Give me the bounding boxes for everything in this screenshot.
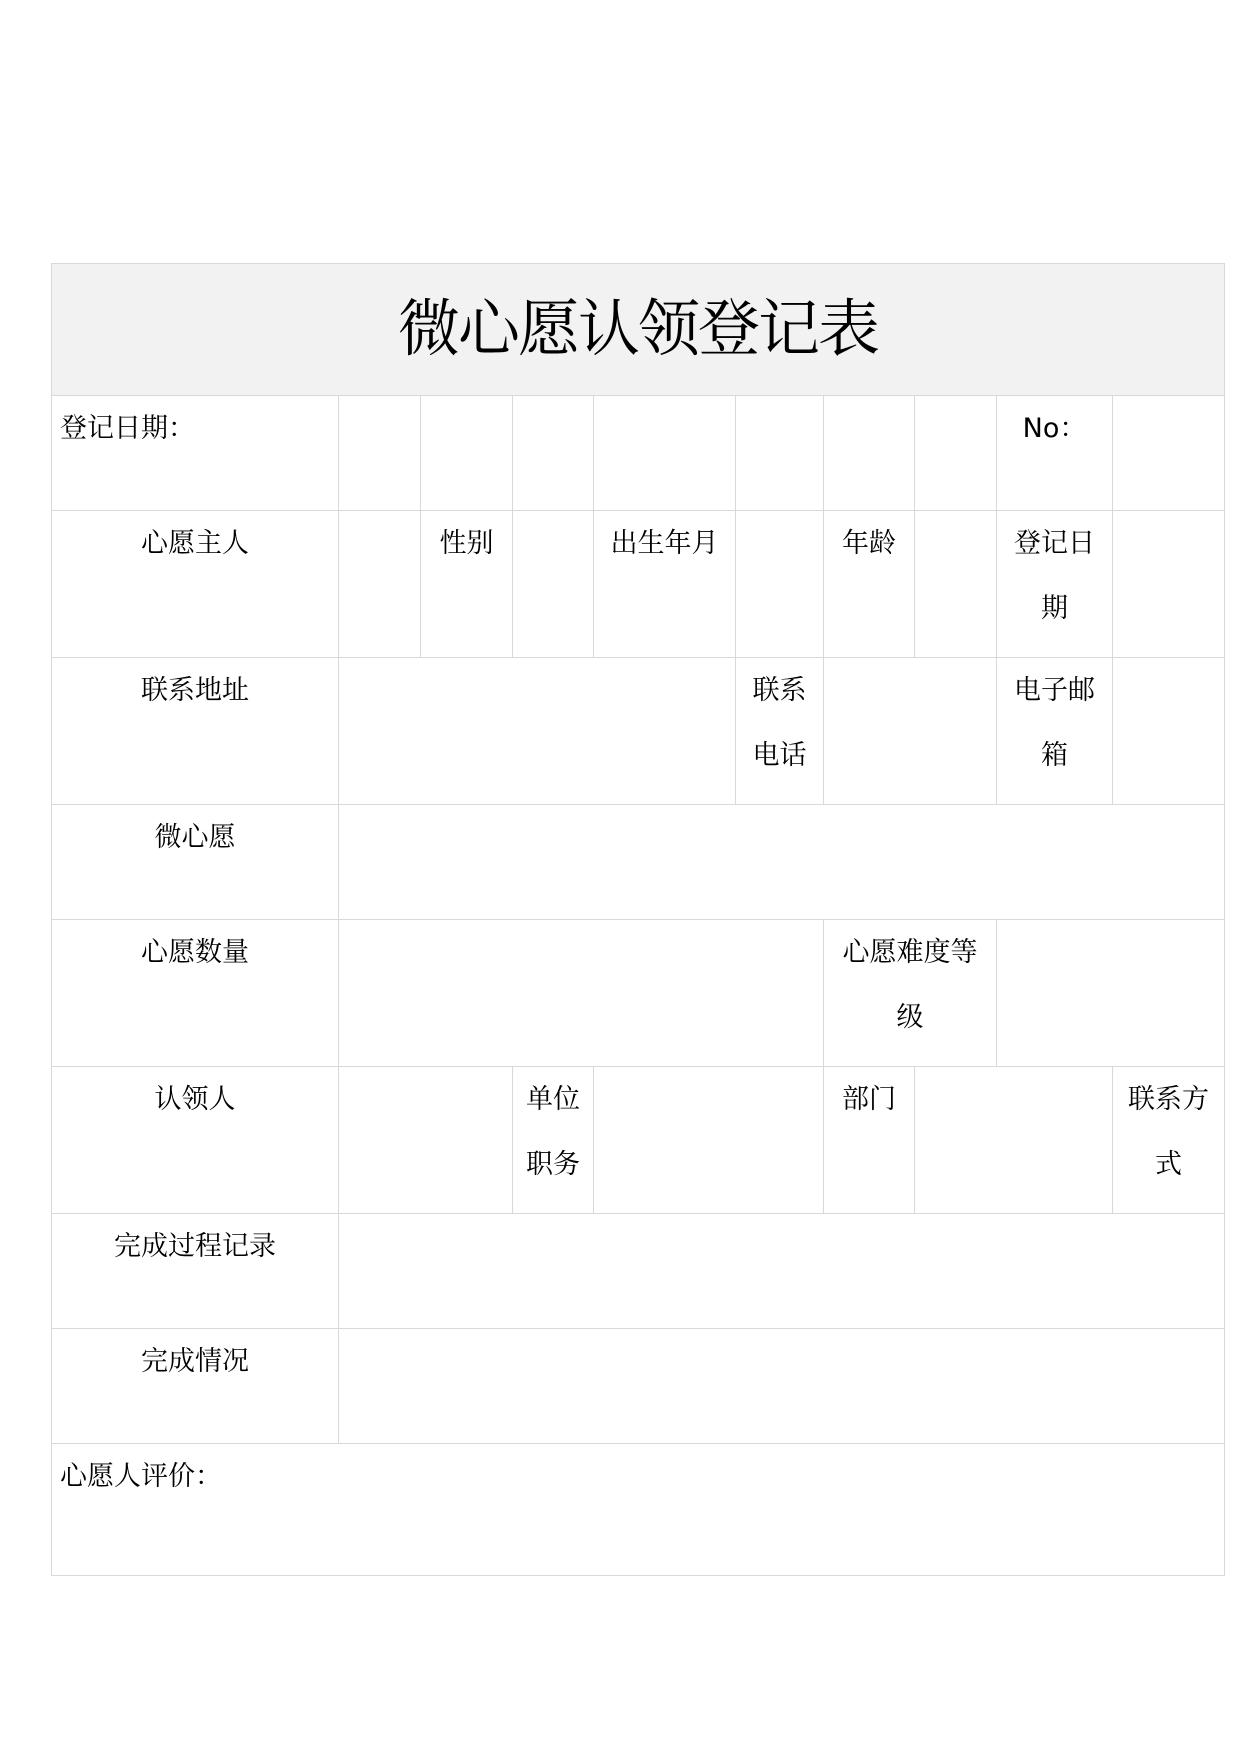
completion-status-field[interactable] [339,1329,1225,1444]
gender-field[interactable] [513,511,594,658]
address-label: 联系地址 [52,658,339,805]
registration-date-field-1[interactable] [339,396,421,511]
department-field[interactable] [915,1067,1113,1214]
wish-quantity-field[interactable] [339,920,824,1067]
unit-position-field[interactable] [594,1067,824,1214]
wish-owner-field[interactable] [339,511,421,658]
registration-date-field-4[interactable] [594,396,736,511]
registration-date-field-5[interactable] [736,396,824,511]
registration-form-table [51,263,1225,1576]
age-field[interactable] [915,511,997,658]
phone-label: 联系电话 [736,658,824,805]
wish-difficulty-field[interactable] [997,920,1225,1067]
age-label: 年龄 [824,511,915,658]
gender-label: 性别 [421,511,513,658]
department-label: 部门 [824,1067,915,1214]
form-title: 微心愿认领登记表 [52,264,1225,396]
claimant-label: 认领人 [52,1067,339,1214]
phone-field[interactable] [824,658,997,805]
registration-date-field-2[interactable] [421,396,513,511]
number-label: No： [997,396,1113,511]
process-record-field[interactable] [339,1214,1225,1329]
contact-method-label: 联系方式 [1113,1067,1225,1214]
registration-date-field-3[interactable] [513,396,594,511]
wish-difficulty-label: 心愿难度等级 [824,920,997,1067]
wish-field[interactable] [339,805,1225,920]
wish-quantity-label: 心愿数量 [52,920,339,1067]
owner-registration-date-label: 登记日期 [997,511,1113,658]
process-record-label: 完成过程记录 [52,1214,339,1329]
email-field[interactable] [1113,658,1225,805]
registration-date-label: 登记日期： [52,396,339,511]
owner-registration-date-field[interactable] [1113,511,1225,658]
number-field[interactable] [1113,396,1225,511]
registration-date-field-6[interactable] [824,396,915,511]
wish-owner-evaluation[interactable]: 心愿人评价： [52,1444,1225,1576]
completion-status-label: 完成情况 [52,1329,339,1444]
birth-date-label: 出生年月 [594,511,736,658]
wish-owner-label: 心愿主人 [52,511,339,658]
address-field[interactable] [339,658,736,805]
unit-position-label: 单位职务 [513,1067,594,1214]
wish-label: 微心愿 [52,805,339,920]
registration-date-field-7[interactable] [915,396,997,511]
email-label: 电子邮箱 [997,658,1113,805]
claimant-field[interactable] [339,1067,513,1214]
birth-date-field[interactable] [736,511,824,658]
